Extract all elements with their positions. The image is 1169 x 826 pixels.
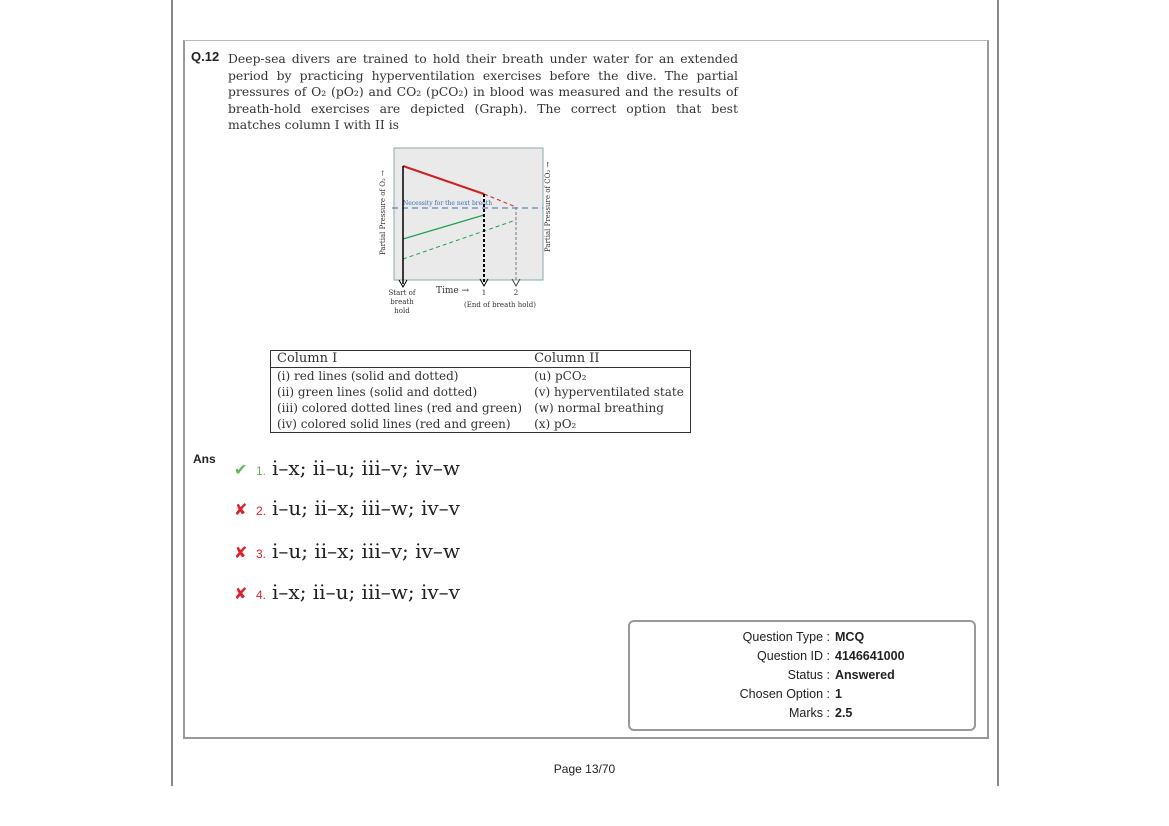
table-row: (iv) colored solid lines (red and green) (x) pO₂ <box>277 417 577 431</box>
cross-icon: ✘ <box>234 545 248 562</box>
time2-label: 2 <box>513 289 519 297</box>
page-border-right <box>997 0 999 786</box>
x-axis-label: Time → <box>436 286 470 296</box>
question-number: Q.12 <box>191 49 220 64</box>
page-border-left <box>171 0 173 786</box>
table-row: (i) red lines (solid and dotted) (u) pCO₂ <box>277 369 587 383</box>
option-1: ✔ 1. i–x; ii–u; iii–v; iv–w <box>234 456 460 480</box>
option-3: ✘ 3. i–u; ii–x; iii–v; iv–w <box>234 539 460 563</box>
question-info-box: Question Type : MCQ Question ID : 4146641000 Status : Answered Chosen Option : 1 Marks : 2.5 <box>628 620 976 731</box>
breath-hold-graph <box>370 140 560 320</box>
page-number: Page 13/70 <box>553 762 616 776</box>
column2-header: Column II <box>528 351 690 368</box>
y-right-label: Partial Pressure of CO₂ → <box>544 161 552 252</box>
start-label-2: breath <box>390 298 414 306</box>
y-left-label: Partial Pressure of O₂ → <box>379 170 387 255</box>
column1-header: Column I <box>271 351 529 368</box>
cross-icon: ✘ <box>234 502 248 519</box>
start-label-3: hold <box>394 307 410 315</box>
table-row: (iii) colored dotted lines (red and green) (w) normal breathing <box>277 401 664 415</box>
graph-area <box>394 148 543 280</box>
threshold-label: Necessity for the next breath <box>403 200 493 207</box>
question-text: Deep-sea divers are trained to hold their breath under water for an extended period by practicing hyperventilation exercises before the dive. The partial pressures of O₂ (pO₂) and CO₂ (pCO₂) in blood was measured and the results of breath-hold exercises are depicted (Graph). The correct option that best matches column I with II is <box>228 51 738 132</box>
time1-label: 1 <box>481 289 487 297</box>
start-label-1: Start of <box>388 289 416 297</box>
check-icon: ✔ <box>234 462 248 479</box>
option-4: ✘ 4. i–x; ii–u; iii–w; iv–v <box>234 580 460 604</box>
table-row: (ii) green lines (solid and dotted) (v) hyperventilated state <box>277 385 684 399</box>
cross-icon: ✘ <box>234 586 248 603</box>
match-table <box>270 350 691 433</box>
end-label: (End of breath hold) <box>464 301 536 309</box>
option-2: ✘ 2. i–u; ii–x; iii–w; iv–v <box>234 496 460 520</box>
answer-label: Ans <box>193 452 216 466</box>
